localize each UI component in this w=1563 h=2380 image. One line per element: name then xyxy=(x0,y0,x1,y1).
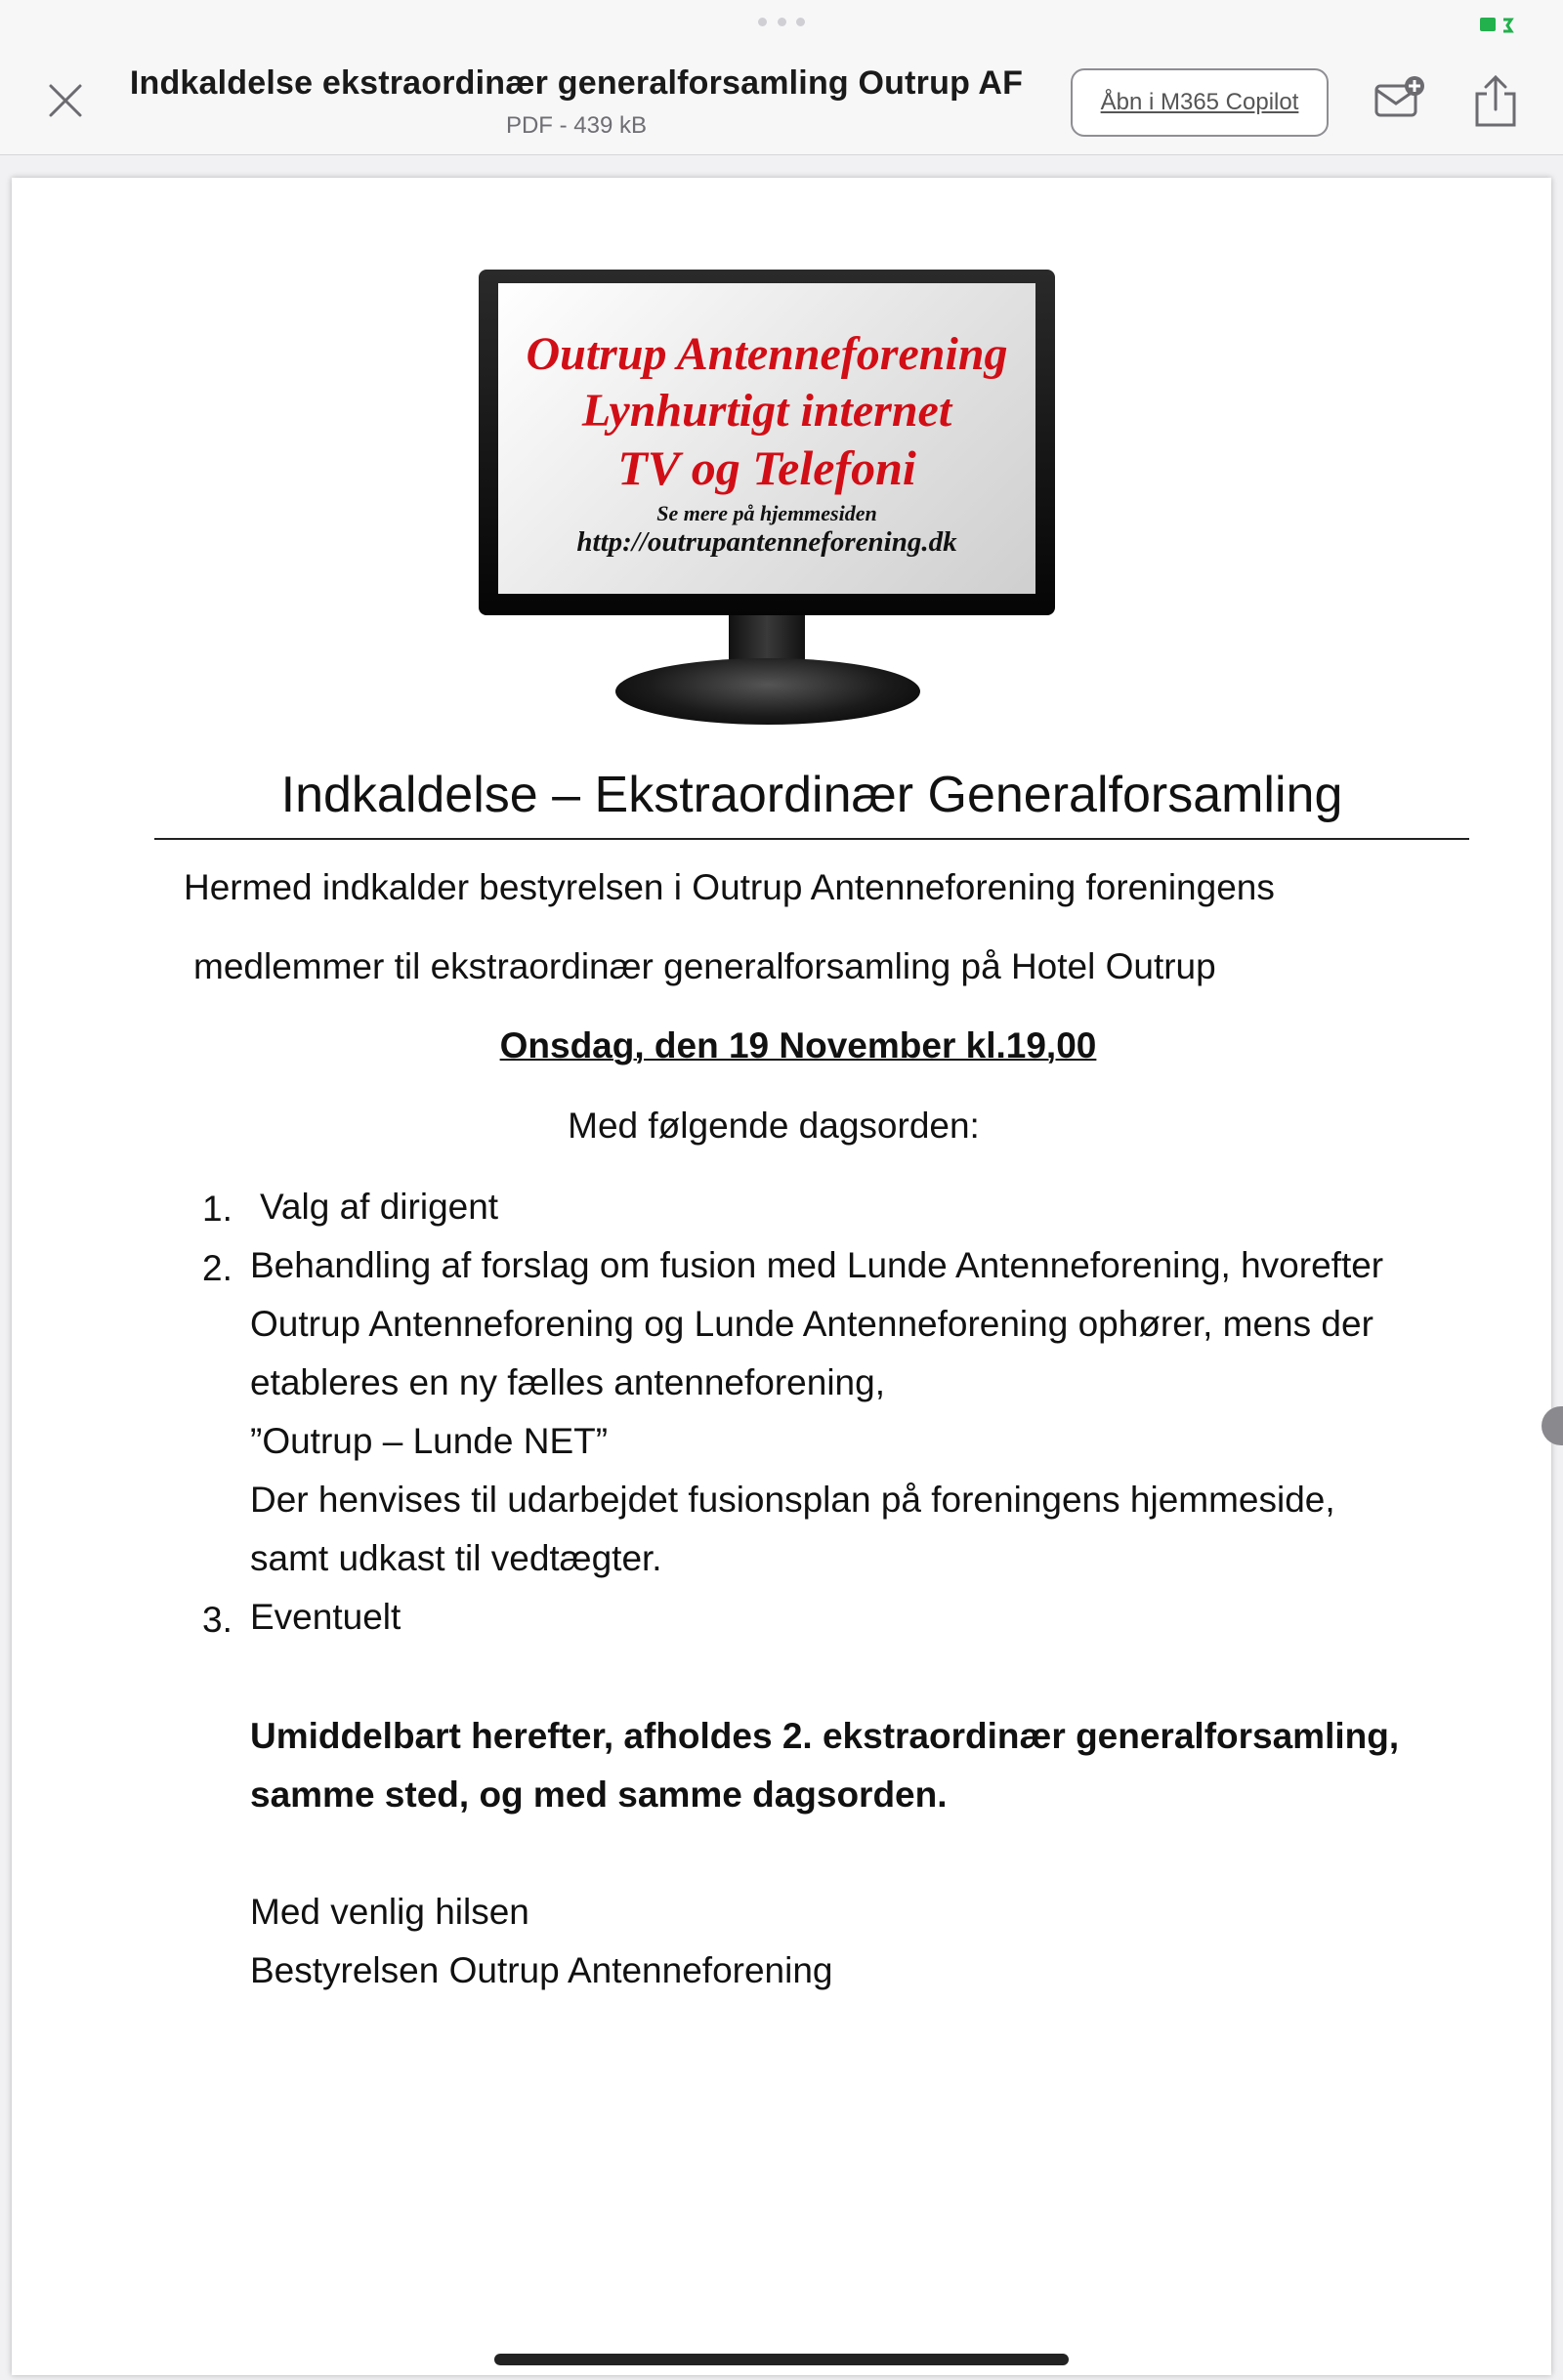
agenda-item-3-text: Eventuelt xyxy=(250,1597,401,1637)
viewer-toolbar xyxy=(0,0,1563,155)
logo-monitor-frame xyxy=(479,270,1055,615)
signoff xyxy=(250,1883,833,2000)
agenda-item-2-line-1: Behandling af forslag om fusion med Lunde Antenneforening, hvorefter xyxy=(250,1245,1384,1285)
mail-add-icon[interactable] xyxy=(1373,74,1428,123)
intro-line-2: medlemmer til ekstraordinær generalforsamling på Hotel Outrup xyxy=(193,946,1216,986)
logo-monitor-screen xyxy=(498,283,1035,594)
pdf-page xyxy=(12,178,1551,2375)
logo-monitor-base xyxy=(615,658,920,725)
open-in-copilot-button[interactable]: Åbn i M365 Copilot xyxy=(1071,68,1329,137)
signoff-sender: Bestyrelsen Outrup Antenneforening xyxy=(250,1950,833,1990)
document-file-info: PDF - 439 kB xyxy=(505,112,648,139)
follow-up-note-line-1: Umiddelbart herefter, afholdes 2. ekstraordinær generalforsamling, xyxy=(250,1716,1400,1756)
signoff-greeting: Med venlig hilsen xyxy=(250,1892,529,1932)
agenda-item-1-number: 1. xyxy=(202,1189,232,1229)
logo-text-url: http://outrupantenneforening.dk xyxy=(576,526,957,559)
agenda-item-2-line-2: Outrup Antenneforening og Lunde Antenneforening ophører, mens der xyxy=(250,1304,1373,1344)
agenda-item-2-line-3: etableres en ny fælles antenneforening, xyxy=(250,1362,885,1402)
logo-text-see-more: Se mere på hjemmesiden xyxy=(656,501,877,526)
association-logo xyxy=(479,270,1069,731)
meeting-date xyxy=(12,1025,1563,1066)
agenda-item-2-line-4: ”Outrup – Lunde NET” xyxy=(250,1421,609,1461)
agenda-intro: Med følgende dagsorden: xyxy=(568,1106,980,1146)
logo-text-tv: TV og Telefoni xyxy=(617,440,916,496)
logo-text-name: Outrup Antenneforening xyxy=(526,328,1008,380)
agenda-item-1-text: Valg af dirigent xyxy=(260,1187,499,1227)
follow-up-note-line-2: samme sted, og med samme dagsorden. xyxy=(250,1775,948,1815)
document-title-block xyxy=(107,64,1045,140)
agenda-item-2-number: 2. xyxy=(202,1248,232,1288)
document-heading: Indkaldelse – Ekstraordinær Generalforsamling xyxy=(154,766,1469,840)
meeting-date-text: Onsdag, den 19 November kl.19,00 xyxy=(499,1025,1097,1065)
logo-text-internet: Lynhurtigt internet xyxy=(581,384,952,437)
battery-icon xyxy=(1479,16,1520,35)
sheet-grabber[interactable] xyxy=(758,18,805,27)
agenda-item-3-number: 3. xyxy=(202,1600,232,1640)
close-icon[interactable] xyxy=(43,78,88,123)
intro-line-1: Hermed indkalder bestyrelsen i Outrup Antenneforening foreningens xyxy=(184,867,1275,907)
agenda-item-2-line-5: Der henvises til udarbejdet fusionsplan på foreningens hjemmeside, xyxy=(250,1480,1335,1520)
home-indicator[interactable] xyxy=(494,2354,1069,2365)
agenda-item-2-line-6: samt udkast til vedtægter. xyxy=(250,1538,662,1578)
document-title: Indkaldelse ekstraordinær generalforsamling Outrup AF xyxy=(129,64,1024,102)
follow-up-meeting-note xyxy=(250,1707,1559,1824)
share-icon[interactable] xyxy=(1471,74,1520,129)
